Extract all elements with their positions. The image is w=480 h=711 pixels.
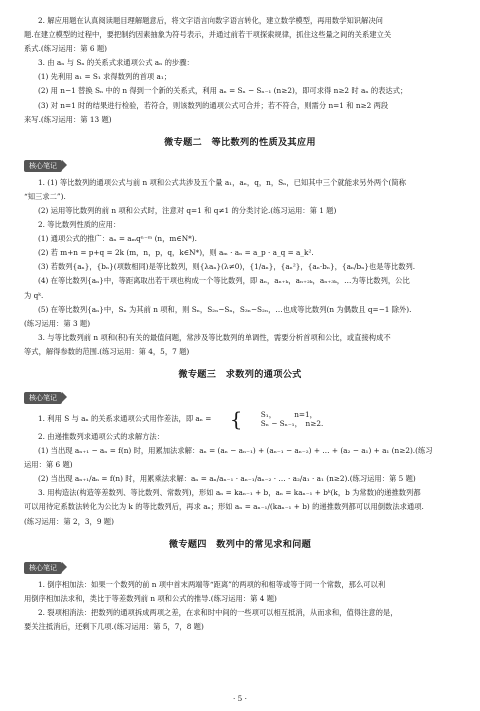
section-title: 微专题四 数列中的常见求和问题: [168, 538, 312, 550]
page-number: · 5 ·: [233, 694, 247, 703]
text-line: (4) 在等比数列{aₙ}中，等距离取出若干项也构成一个等比数列，即 aₙ，aₙ₊ₖ，aₙ₊₂ₖ，aₙ₊₃ₖ，…为等比数列，公比: [38, 276, 410, 286]
text-line: 题.在建立模型的过程中，要把制约因素抽象为符号表示，并通过前若干项探索规律，抓住这些量之间的关系建立关: [24, 30, 392, 40]
text-line: (1) 先利用 a₁ = S₁ 求得数列的首项 a₁；: [38, 72, 172, 82]
text-line: (练习运用：第 3 题): [24, 318, 91, 328]
text-line: (练习运用：第 2，3，9 题): [24, 516, 114, 526]
text-line: 3. 由 aₙ 与 Sₙ 的关系式求通项公式 aₙ 的步骤：: [38, 58, 194, 68]
text-line: 3. 用构造法(构造等差数列、等比数列、常数列)，形如 aₙ = kaₙ₋₁ + b，aₙ = kaₙ₋₁ + bᵏ(k，b 为常数)的递推数列都: [38, 488, 421, 498]
text-line: (1) 当出现 aₙ₊₁ − aₙ = f(n) 时，用累加法求解：aₙ = (aₙ − aₙ₋₁) + (aₙ₋₁ − aₙ₋₂) + … + (a₂ − a₁) + a₁ (n≥2).(练习: [38, 446, 433, 456]
core-notes-badge: 核心笔记: [24, 160, 62, 172]
section-title: 微专题二 等比数列的性质及其应用: [164, 136, 316, 148]
text-line: 2. 由递推数列求通项公式的求解方法：: [38, 431, 165, 441]
text-line: (2) 运用等比数列的前 n 项和公式时，注意对 q=1 和 q≠1 的分类讨论.(练习运用：第 1 题): [38, 205, 337, 215]
text-line: (3) 对 n=1 时的结果进行检验，若符合，则该数列的通项公式可合并；若不符合，则需分 n=1 和 n≥2 两段: [38, 100, 389, 110]
piecewise-case-1: S₁， n=1，: [260, 409, 317, 419]
piecewise-lead: 1. 利用 S 与 aₙ 的关系求通项公式用作差法，即 aₙ =: [38, 413, 212, 423]
text-line: “知三求二”).: [24, 191, 66, 201]
section-general-term: [24, 366, 456, 529]
section-summation: [24, 536, 456, 634]
text-line: (2) 当出现 aₙ₊₁/aₙ = f(n) 时，用累乘法求解：aₙ = aₙ/aₙ₋₁ · aₙ₋₁/aₙ₋₂ · … · a₂/a₁ · a₁ (n≥2).(练习运用：第 5 题): [38, 474, 416, 484]
text-line: 2. 等比数列性质的应用：: [38, 220, 121, 230]
text-line: (5) 在等比数列{aₙ}中，Sₙ 为其前 n 项和，则 Sₙ，S₂ₙ−Sₙ，S₃ₙ−S₂ₙ，…也成等比数列(n 为偶数且 q=−1 除外).: [38, 304, 412, 314]
text-line: 要关注抵消后，还剩下几项.(练习运用：第 5，7，8 题): [24, 621, 204, 631]
text-line: 2. 裂项相消法：把数列的通项拆成两项之差，在求和时中间的一些项可以相互抵消，从而求和，值得注意的是，: [38, 607, 398, 617]
text-line: 1. 倒序相加法：如果一个数列的前 n 项中首末两端等“距离”的两项的和相等或等于同一个常数，那么可以利: [38, 579, 386, 589]
section-geometric-properties: [24, 134, 456, 359]
piecewise-formula: [24, 408, 456, 430]
text-line: 2. 解应用题在认真阅读题目理解题意后，将文字语言向数字语言转化，建立数学模型，再用数学知识解决问: [38, 16, 383, 25]
text-line: 来写.(练习运用：第 13 题): [24, 114, 112, 124]
core-notes-badge: 核心笔记: [24, 392, 62, 404]
text-line: 用倒序相加法求和，类比于等差数列前 n 项和公式的推导.(练习运用：第 4 题): [24, 593, 277, 603]
piecewise-cases: [247, 410, 324, 428]
text-line: 为 qᵏ.: [24, 290, 44, 300]
section-title: 微专题三 求数列的通项公式: [178, 368, 302, 380]
text-line: 可以用待定系数法转化为公比为 k 的等比数列后，再求 aₙ；形如 aₙ = aₙ₋₁/(kaₙ₋₁ + b) 的递推数列都可以用倒数法求通项.: [24, 502, 424, 512]
core-notes-badge: 核心笔记: [24, 562, 62, 574]
text-line: (2) 用 n−1 替换 Sₙ 中的 n 得到一个新的关系式，利用 aₙ = Sₙ − Sₙ₋₁ (n≥2)，即可求得 n≥2 时 aₙ 的表达式；: [38, 86, 408, 96]
intro-block: [24, 14, 456, 127]
text-line: (1) 通项公式的推广：aₙ = aₘqⁿ⁻ᵐ (n，m∈N*).: [38, 234, 197, 244]
text-line: 3. 与等比数列前 n 项和(积)有关的最值问题，常涉及等比数列的单调性，需要分析首项和公比，或直接构成不: [38, 332, 391, 342]
text-line: (3) 若数列{aₙ}，{bₙ}(项数相同)是等比数列，则{λaₙ}(λ≠0)，{1/aₙ}，{aₙ²}，{aₙ·bₙ}，{aₙ/bₙ}也是等比数列.: [38, 262, 416, 272]
text-line: 1. (1) 等比数列的通项公式与前 n 项和公式共涉及五个量 a₁，aₙ，q，n，Sₙ，已知其中三个就能求另外两个(简称: [38, 177, 406, 187]
text-line: 等式，解得参数的范围.(练习运用：第 4，5，7 题): [24, 346, 190, 356]
text-line: 运用：第 6 题): [24, 460, 73, 470]
left-brace-icon: {: [229, 406, 243, 431]
text-line: (2) 若 m+n = p+q = 2k (m，n，p，q，k∈N*)，则 aₘ · aₙ = a_p · a_q = a_k².: [38, 248, 314, 258]
piecewise-case-2: Sₙ − Sₙ₋₁， n≥2.: [260, 418, 324, 428]
text-line: 系式.(练习运用：第 6 题): [24, 44, 107, 54]
